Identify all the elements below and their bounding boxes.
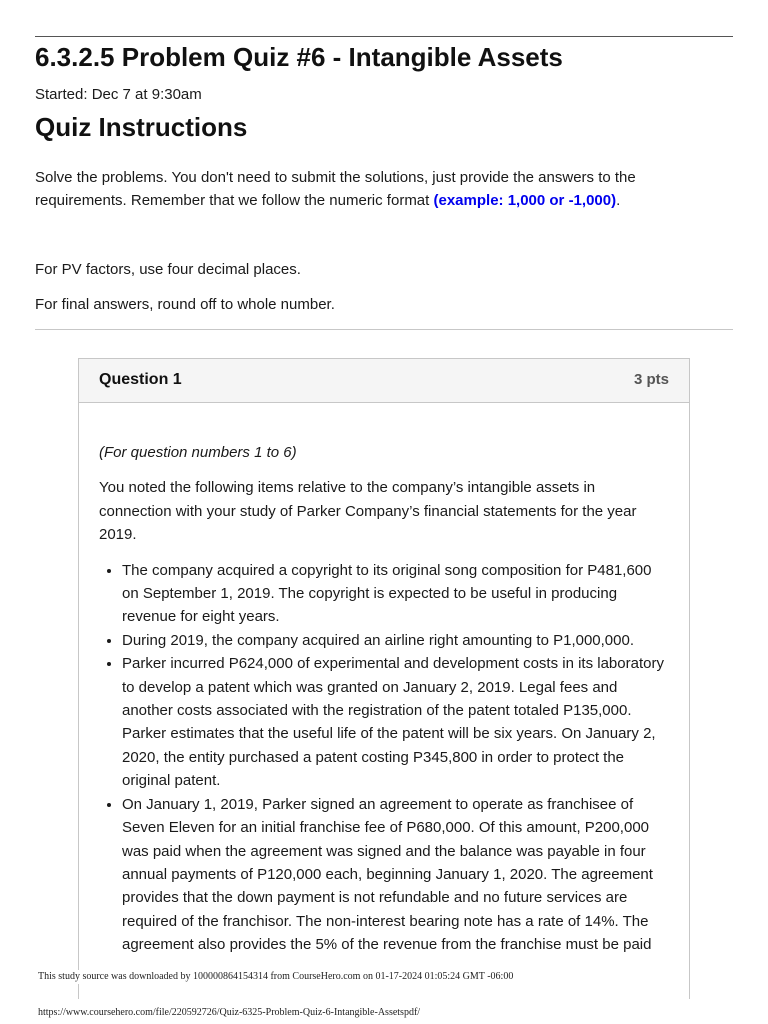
- quiz-start-time: Started: Dec 7 at 9:30am: [35, 86, 202, 103]
- section-divider: [35, 329, 733, 330]
- question-header: [79, 359, 689, 403]
- question-points: 3 pts: [633, 371, 669, 388]
- question-body: [99, 441, 671, 957]
- top-divider: [35, 36, 733, 37]
- source-url: https://www.coursehero.com/file/220592726/Quiz-6325-Problem-Quiz-6-Intangible-Assetspdf/: [38, 1007, 421, 1018]
- download-notice: This study source was downloaded by 100000864154314 from CourseHero.com on 01-17-2024 01:05:24 GMT -06:00: [38, 971, 514, 982]
- question-items-list: [99, 559, 671, 957]
- instructions-paragraph: [35, 166, 695, 212]
- question-intro: You noted the following items relative to the company’s intangible assets in connection with your study of Parker Company’s financial statements for the year 2019.: [99, 479, 637, 544]
- list-item: • The company acquired a copyright to its original song composition for P481,600 on September 1, 2019. The copyright is expected to be useful in producing revenue for eight years.: [122, 559, 671, 629]
- numeric-format-example: (example: 1,000 or -1,000): [433, 192, 617, 209]
- quiz-title: 6.3.2.5 Problem Quiz #6 - Intangible Assets: [35, 42, 563, 72]
- list-item: • During 2019, the company acquired an airline right amounting to P1,000,000.: [122, 629, 671, 652]
- question-title: Question 1: [99, 371, 182, 388]
- instructions-text: Solve the problems. You don't need to submit the solutions, just provide the answers to the requirements. Remember that we follow the numeric format: [35, 169, 636, 209]
- question-subtitle: (For question numbers 1 to 6): [99, 444, 297, 461]
- list-item: • On January 1, 2019, Parker signed an agreement to operate as franchisee of Seven Eleven for an initial franchise fee of P680,000. Of this amount, P200,000 was paid when the agreement was signed and the balance was payable in four annual payments of P120,000 each, beginning January 1, 2020. The agreement provides that the down payment is not refundable and no future services are required of the franchisor. The non-interest bearing note has a rate of 14%. The agreement also provides the 5% of the revenue from the franchise must be paid: [122, 793, 671, 957]
- instructions-period: .: [616, 192, 621, 209]
- rounding-note: For final answers, round off to whole number.: [35, 296, 335, 313]
- instructions-heading: Quiz Instructions: [35, 112, 248, 142]
- pv-factor-note: For PV factors, use four decimal places.: [35, 261, 301, 278]
- list-item: • Parker incurred P624,000 of experimental and development costs in its laboratory to develop a patent which was granted on January 2, 2019. Legal fees and another costs associated with the registration of the patent totaled P135,000. Parker estimates that the useful life of the patent will be six years. On January 2, 2020, the entity purchased a patent costing P345,800 in order to protect the original patent.: [122, 652, 671, 792]
- question-card: [78, 358, 690, 999]
